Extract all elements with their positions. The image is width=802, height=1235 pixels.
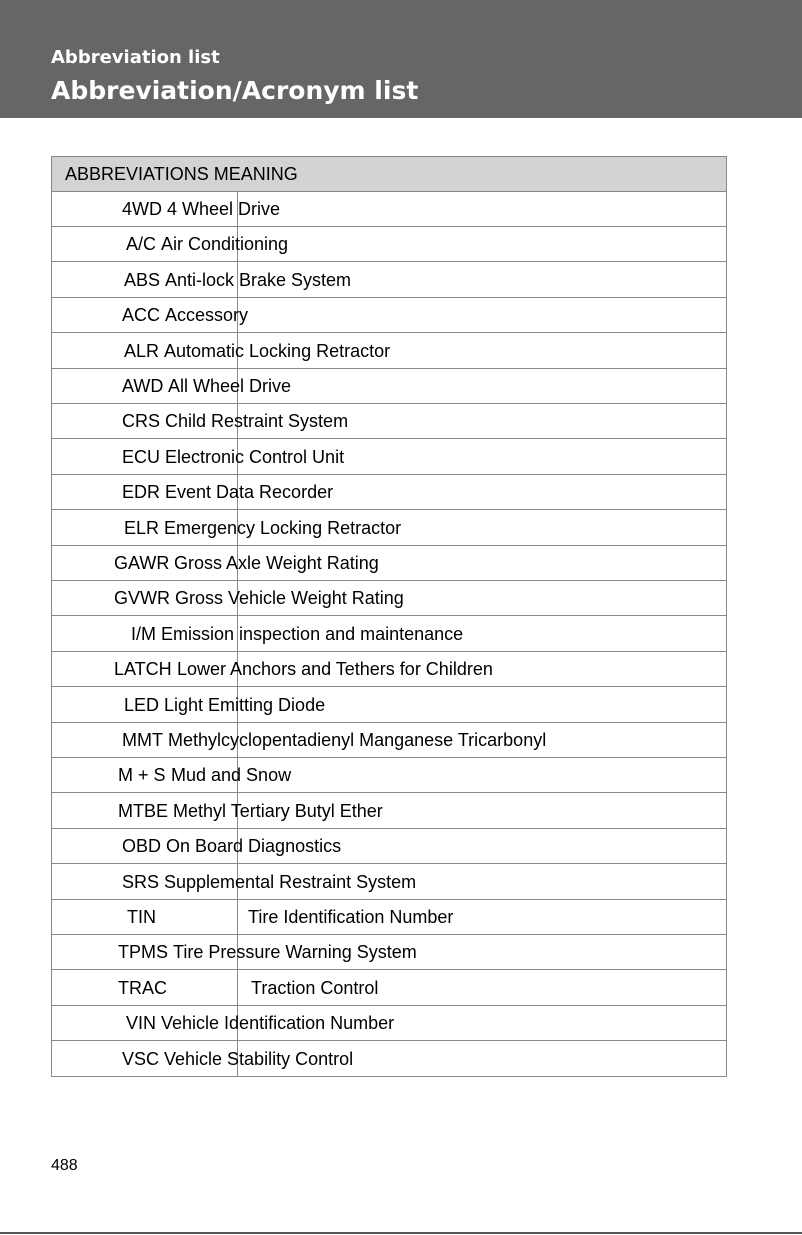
abbreviation-cell: LED	[124, 694, 160, 715]
meaning-cell: Air Conditioning	[161, 234, 289, 255]
page-header	[0, 0, 802, 118]
meaning-cell: Tire Identification Number	[248, 907, 454, 927]
page-number: 488	[51, 1157, 78, 1174]
meaning-cell: Event Data Recorder	[165, 482, 334, 503]
table-row	[52, 688, 726, 723]
table-row	[52, 440, 726, 475]
meaning-cell: On Board Diagnostics	[166, 836, 342, 857]
table-row	[52, 192, 726, 227]
abbreviation-cell: ABS	[124, 269, 161, 290]
abbreviation-cell: TPMS	[118, 942, 169, 963]
abbreviation-cell: EDR	[122, 482, 161, 503]
abbreviation-cell: VSC	[122, 1048, 160, 1069]
abbreviation-cell: CRS	[122, 411, 161, 432]
abbreviation-cell: TIN	[127, 907, 156, 927]
table-row	[52, 369, 726, 404]
meaning-cell: Accessory	[165, 305, 249, 326]
abbreviation-cell: OBD	[122, 836, 162, 857]
meaning-cell: Vehicle Stability Control	[164, 1048, 354, 1069]
table-row	[52, 865, 726, 900]
table-row	[52, 404, 726, 439]
abbreviation-cell: ELR	[124, 517, 160, 538]
abbreviation-cell: GVWR	[114, 588, 170, 609]
abbreviation-cell: TRAC	[118, 977, 167, 998]
abbreviation-cell: A/C	[126, 234, 157, 255]
table-row	[52, 227, 726, 262]
meaning-cell: Automatic Locking Retractor	[164, 340, 391, 361]
table-row	[52, 758, 726, 793]
meaning-cell: Methylcyclopentadienyl Manganese Tricarbonyl	[168, 730, 547, 750]
table-row	[52, 723, 726, 758]
table-row	[52, 617, 726, 652]
footer-rule	[0, 1232, 802, 1234]
abbreviation-cell: I/M	[131, 623, 156, 644]
meaning-cell: Traction Control	[251, 977, 379, 998]
table-row	[52, 298, 726, 333]
page-title: Abbreviation/Acronym list	[51, 76, 419, 105]
meaning-cell: Emergency Locking Retractor	[164, 517, 402, 538]
meaning-cell: Light Emitting Diode	[164, 694, 326, 715]
section-title: Abbreviation list	[51, 47, 220, 68]
meaning-cell: Mud and Snow	[171, 765, 292, 786]
abbreviation-cell: MMT	[122, 730, 163, 750]
meaning-cell: Lower Anchors and Tethers for Children	[177, 659, 493, 680]
abbreviation-cell: SRS	[122, 871, 160, 892]
table-row	[52, 511, 726, 546]
table-row	[52, 935, 726, 970]
abbreviation-cell: GAWR	[114, 553, 170, 573]
table-row	[52, 475, 726, 510]
meaning-cell: Gross Axle Weight Rating	[174, 553, 379, 573]
meaning-cell: Tire Pressure Warning System	[173, 942, 417, 963]
table-row	[52, 652, 726, 687]
table-row	[52, 263, 726, 298]
abbreviation-cell: MTBE	[118, 800, 169, 821]
meaning-cell: Supplemental Restraint System	[164, 871, 417, 892]
abbreviation-cell: M + S	[118, 765, 166, 786]
abbreviation-cell: ACC	[122, 305, 161, 326]
abbreviation-cell: AWD	[122, 376, 164, 396]
abbreviation-table	[51, 156, 727, 1077]
table-header-label: ABBREVIATIONS MEANING	[65, 164, 298, 184]
meaning-cell: Child Restraint System	[165, 411, 349, 432]
meaning-cell: Anti-lock Brake System	[165, 269, 352, 290]
table-row	[52, 581, 726, 616]
abbreviation-cell: 4WD	[122, 199, 162, 219]
abbreviation-cell: ALR	[124, 340, 160, 361]
meaning-cell: Emission inspection and maintenance	[161, 623, 464, 644]
meaning-cell: 4 Wheel Drive	[167, 199, 281, 219]
table-row	[52, 334, 726, 369]
table-row	[52, 971, 726, 1006]
abbreviation-cell: LATCH	[114, 659, 172, 680]
table-row	[52, 900, 726, 935]
meaning-cell: Gross Vehicle Weight Rating	[175, 588, 404, 609]
table-row	[52, 794, 726, 829]
table-row	[52, 1006, 726, 1041]
abbreviation-cell: ECU	[122, 446, 161, 467]
meaning-cell: Electronic Control Unit	[165, 446, 345, 467]
meaning-cell: Methyl Tertiary Butyl Ether	[173, 800, 383, 821]
table-row	[52, 1042, 726, 1077]
table-header-row	[52, 157, 726, 192]
abbreviation-cell: VIN	[126, 1013, 157, 1034]
meaning-cell: Vehicle Identification Number	[161, 1013, 395, 1034]
table-row	[52, 546, 726, 581]
table-row	[52, 829, 726, 864]
meaning-cell: All Wheel Drive	[168, 376, 292, 396]
